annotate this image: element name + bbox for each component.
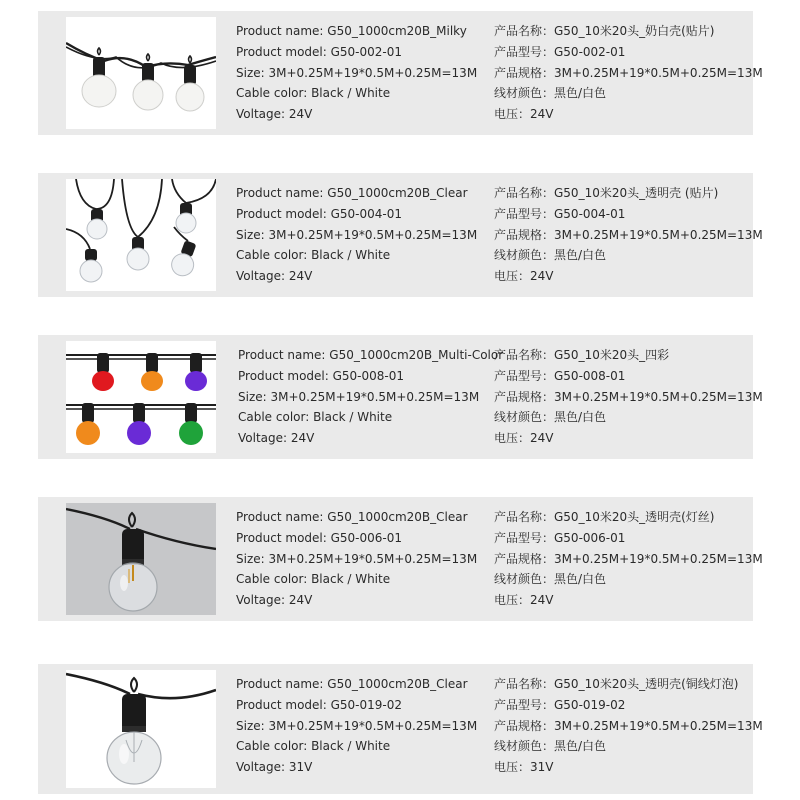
english-spec-list bbox=[236, 674, 477, 778]
product-card bbox=[38, 173, 763, 297]
product-card bbox=[38, 497, 763, 621]
cable-color: Cable color: Black / White bbox=[236, 248, 391, 263]
product-name-cn: 产品名称：G50_10米20头_奶白壳(贴片) bbox=[494, 24, 715, 38]
english-spec-list bbox=[236, 183, 477, 287]
product-size: Size: 3M+0.25M+19*0.5M+0.25M=13M bbox=[236, 227, 478, 242]
english-spec-list bbox=[238, 345, 503, 449]
product-card bbox=[38, 335, 763, 459]
chinese-spec-list bbox=[494, 507, 763, 611]
product-size-cn: 产品规格：3M+0.25M+19*0.5M+0.25M=13M bbox=[494, 389, 763, 404]
voltage: Voltage: 24V bbox=[236, 593, 313, 608]
product-card bbox=[38, 664, 763, 794]
product-size: Size: 3M+0.25M+19*0.5M+0.25M=13M bbox=[238, 389, 480, 404]
product-model-cn: 产品型号：G50-019-02 bbox=[494, 697, 626, 712]
voltage-cn: 电压：24V bbox=[494, 431, 554, 446]
product-name-cn: 产品名称：G50_10米20头_透明壳 (贴片) bbox=[494, 186, 719, 200]
product-model-cn: 产品型号：G50-004-01 bbox=[494, 206, 626, 221]
voltage-cn: 电压：31V bbox=[494, 760, 554, 775]
product-name: Product name: G50_1000cm20B_Multi-Color bbox=[238, 348, 504, 362]
product-card bbox=[38, 11, 763, 135]
product-name: Product name: G50_1000cm20B_Milky bbox=[236, 24, 467, 38]
product-size: Size: 3M+0.25M+19*0.5M+0.25M=13M bbox=[236, 551, 478, 566]
product-model: Product model: G50-019-02 bbox=[236, 697, 403, 712]
product-model: Product model: G50-002-01 bbox=[236, 44, 403, 59]
english-spec-list bbox=[236, 21, 477, 125]
product-size-cn: 产品规格：3M+0.25M+19*0.5M+0.25M=13M bbox=[494, 227, 763, 242]
cable-color-cn: 线材颜色：黑色/白色 bbox=[494, 572, 607, 587]
product-model: Product model: G50-006-01 bbox=[236, 530, 403, 545]
cable-color-cn: 线材颜色：黑色/白色 bbox=[494, 86, 607, 101]
voltage-cn: 电压：24V bbox=[494, 107, 554, 122]
voltage: Voltage: 24V bbox=[238, 431, 315, 446]
filament-bulb-icon bbox=[66, 503, 216, 615]
product-model-cn: 产品型号：G50-002-01 bbox=[494, 44, 626, 59]
cable-color-cn: 线材颜色：黑色/白色 bbox=[494, 410, 607, 425]
cable-color: Cable color: Black / White bbox=[236, 739, 391, 754]
product-size-cn: 产品规格：3M+0.25M+19*0.5M+0.25M=13M bbox=[494, 718, 763, 733]
product-name: Product name: G50_1000cm20B_Clear bbox=[236, 510, 468, 524]
voltage: Voltage: 31V bbox=[236, 760, 313, 775]
product-size-cn: 产品规格：3M+0.25M+19*0.5M+0.25M=13M bbox=[494, 65, 763, 80]
product-name-cn: 产品名称：G50_10米20头_四彩 bbox=[494, 348, 670, 362]
product-model: Product model: G50-008-01 bbox=[238, 368, 405, 383]
product-model: Product model: G50-004-01 bbox=[236, 206, 403, 221]
cable-color-cn: 线材颜色：黑色/白色 bbox=[494, 248, 607, 263]
product-model-cn: 产品型号：G50-006-01 bbox=[494, 530, 626, 545]
voltage: Voltage: 24V bbox=[236, 269, 313, 284]
product-size: Size: 3M+0.25M+19*0.5M+0.25M=13M bbox=[236, 718, 478, 733]
cable-color: Cable color: Black / White bbox=[236, 86, 391, 101]
product-name: Product name: G50_1000cm20B_Clear bbox=[236, 186, 468, 200]
chinese-spec-list bbox=[494, 183, 763, 287]
product-name-cn: 产品名称：G50_10米20头_透明壳(灯丝) bbox=[494, 510, 715, 524]
chinese-spec-list bbox=[494, 345, 763, 449]
product-model-cn: 产品型号：G50-008-01 bbox=[494, 368, 626, 383]
chinese-spec-list bbox=[494, 21, 763, 125]
cable-color-cn: 线材颜色：黑色/白色 bbox=[494, 739, 607, 754]
multicolor-bulb-string-icon bbox=[66, 341, 216, 453]
product-name-cn: 产品名称：G50_10米20头_透明壳(铜线灯泡) bbox=[494, 677, 739, 691]
english-spec-list bbox=[236, 507, 477, 611]
voltage-cn: 电压：24V bbox=[494, 593, 554, 608]
product-size: Size: 3M+0.25M+19*0.5M+0.25M=13M bbox=[236, 65, 478, 80]
product-size-cn: 产品规格：3M+0.25M+19*0.5M+0.25M=13M bbox=[494, 551, 763, 566]
cable-color: Cable color: Black / White bbox=[236, 572, 391, 587]
clear-bulb-string-icon bbox=[66, 179, 216, 291]
voltage-cn: 电压：24V bbox=[494, 269, 554, 284]
chinese-spec-list bbox=[494, 674, 763, 778]
voltage: Voltage: 24V bbox=[236, 107, 313, 122]
cable-color: Cable color: Black / White bbox=[238, 410, 393, 425]
milky-bulb-string-icon bbox=[66, 17, 216, 129]
copper-wire-bulb-icon bbox=[66, 670, 216, 788]
product-name: Product name: G50_1000cm20B_Clear bbox=[236, 677, 468, 691]
